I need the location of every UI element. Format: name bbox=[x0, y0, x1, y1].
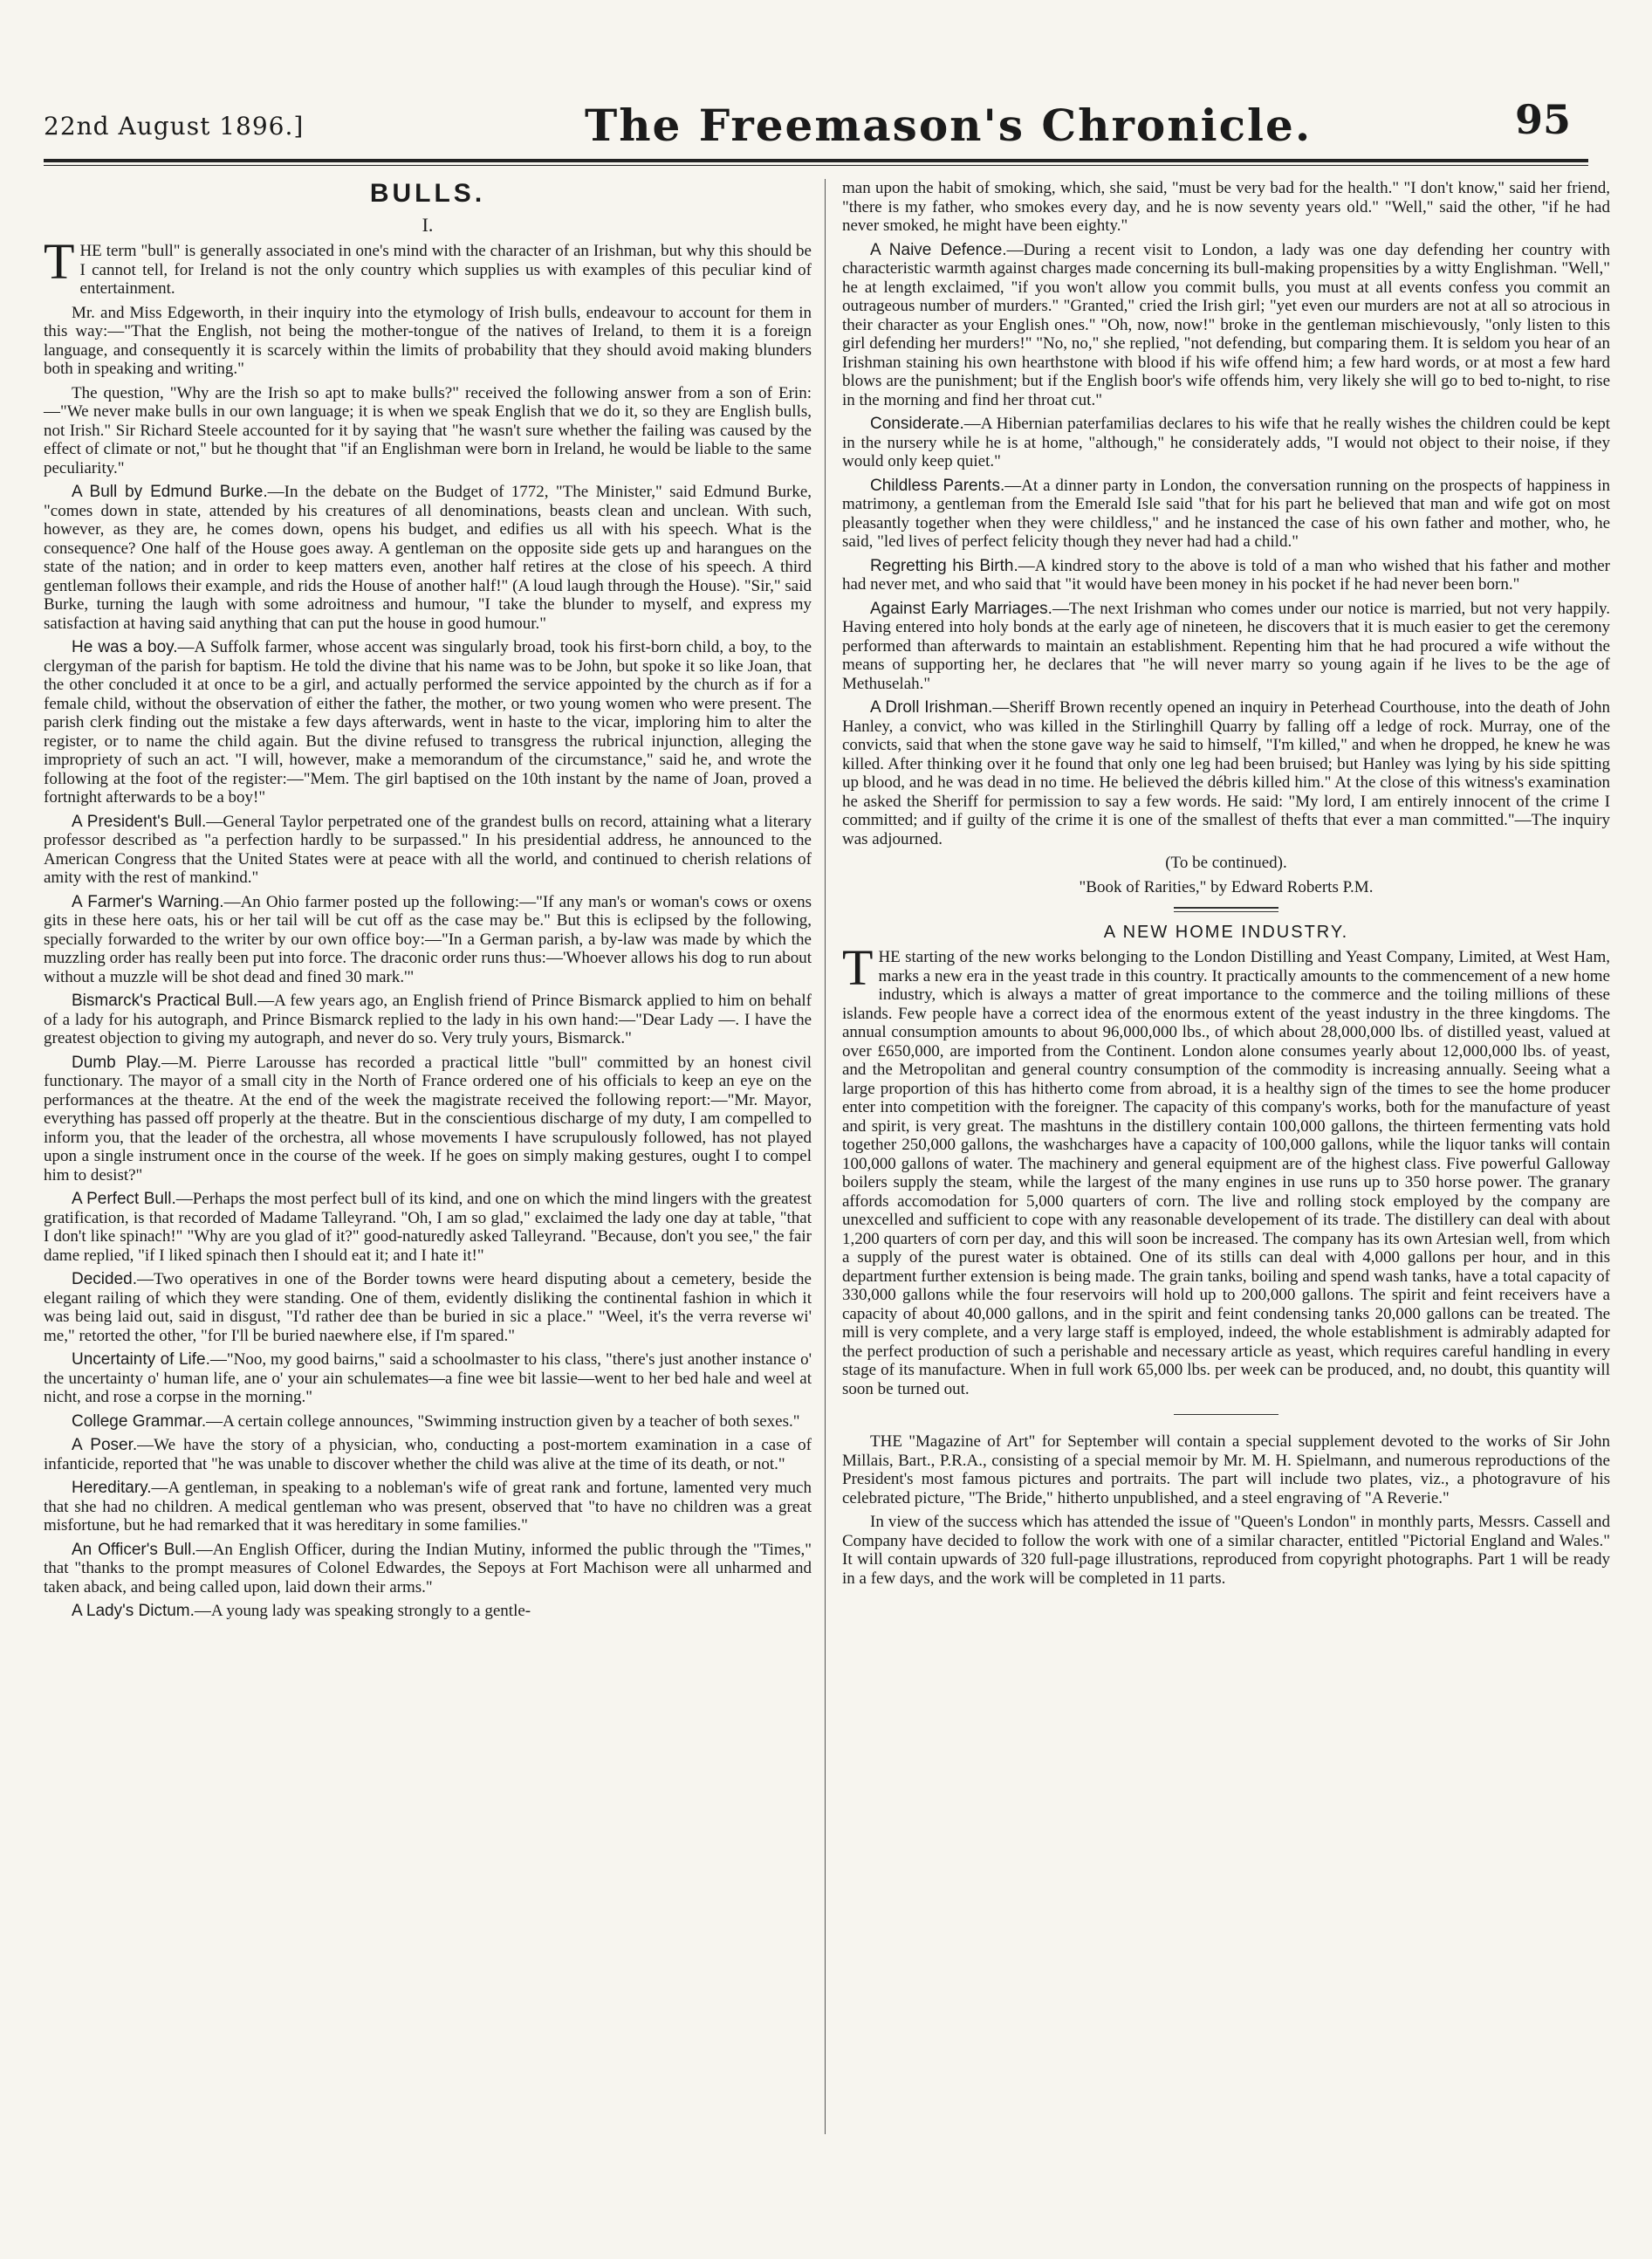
continued-paragraph: man upon the habit of smoking, which, she said, "must be very bad for the health." "I don't know," said her friend, "there is my father, who smokes every day, and he is now seventy years old." "Well," said the other, "if he had never smoked, he might have been eighty." bbox=[842, 179, 1610, 235]
anecdote: A Perfect Bull.—Perhaps the most perfect bull of its kind, and one on which the mind lingers with the greatest gratification, is that recorded of Madame Talleyrand. "Oh, I am so glad," exclaimed the lady one day at table, "that I don't like spinach!" "Why are you glad of it?" good-naturedly asked Talleyrand. "Because, don't you see," the fair dame replied, "if I liked spinach then I should eat it; and I hate it!" bbox=[44, 1190, 812, 1265]
header-rule bbox=[44, 159, 1588, 162]
drop-cap: T bbox=[44, 233, 75, 290]
anecdote: Bismarck's Practical Bull.—A few years ago, an English friend of Prince Bismarck applied to him on behalf of a lady for his autograph, and Prince Bismarck replied to the lady in his own hand:—"Dear Lady —. I have the greatest objection to giving my autograph, and never do so. Very truly yours, Bismarck." bbox=[44, 992, 812, 1047]
column-divider bbox=[825, 179, 826, 2134]
intro-paragraph: THE term "bull" is generally associated in one's mind with the character of an Irishman, but why this should be I cannot tell, for Ireland is not the only country which supplies us with examples of this peculiar kind of entertainment. bbox=[44, 233, 812, 298]
anecdote: Hereditary.—A gentleman, in speaking to a nobleman's wife of great rank and fortune, lamented very much that she had no children. A medical gentleman who was present, observed that "to have no children was a great misfortune, but he had remarked that it was hereditary in some families." bbox=[44, 1479, 812, 1535]
anecdote: Against Early Marriages.—The next Irishman who comes under our notice is married, but not very happily. Having entered into holy bonds at the early age of nineteen, he discovers that it is much easier to get the ceremony performed than afterwards to maintain an establishment. Repenting him that he had procured a wife without the means of supporting her, he declares that "he will never marry so young again if he lives to be the age of Methuselah." bbox=[842, 599, 1611, 693]
anecdote: He was a boy.—A Suffolk farmer, whose accent was singularly broad, took his first-born child, a boy, to the clergyman of the parish for baptism. He told the divine that his name was to be John, but spoke it so like Joan, that the other concluded it at once to be a girl, and actually performed the service appointed by the church as if for a female child, without the observation of either the father, the mother, or two young women who were present. The parish clerk finding out the mistake a few days afterwards, went in haste to the vicar, imploring him to alter the register, or to name the child again. But the divine refused to transgress the rubrical injunction, alleging the impropriety of such an act. "I will, however, make a memorandum of the circumstance," said he, and wrote the following at the foot of the register:—"Mem. The girl baptised on the 10th instant by the name of Joan, proved a fortnight afterwards to be a boy!" bbox=[44, 638, 812, 807]
anecdote: A Lady's Dictum.—A young lady was speaking strongly to a gentle- bbox=[72, 1602, 531, 1620]
masthead-title: The Freemason's Chronicle. bbox=[585, 100, 1313, 151]
anecdote: College Grammar.—A certain college announces, "Swimming instruction given by a teacher of both sexes." bbox=[72, 1411, 800, 1431]
anecdote: A Naive Defence.—During a recent visit to London, a lady was one day defending her country with characteristic warmth against charges made concerning its bull-making propensities by a witty Englishman. "Well," he at length exclaimed, "if you won't allow you commit bulls, you must at all events confess you commit an outrageous number of murders." "Granted," cried the Irish girl; "yet even our murders are not at all so atrocious in their character as your English ones." "Oh, now, now!" broke in the gentleman mischievously, "only listen to this girl defending her murders!" "No, no," she replied, "not defending, but comparing them. It is seldom you hear of an Irishman staining his own hearthstone with blood if his wife offend him; a few hard words, or at most a few hard blows are the punishment; but if the English boor's wife offends him, very likely she will go to bed to-night, to rise in the morning and find her throat cut." bbox=[842, 240, 1610, 409]
drop-cap: T bbox=[842, 939, 874, 996]
issue-date: 22nd August 1896.] bbox=[44, 112, 305, 141]
notice-paragraph: In view of the success which has attended the issue of "Queen's London" in monthly parts, Messrs. Cassell and Company have decided to follow the work with one of a similar character, entitled "Pictorial England and Wales." It will contain upwards of 320 full-page illustrations, reproduced from copyright photographs. Part 1 will be ready in a few days, and the work will be completed in 11 parts. bbox=[842, 1513, 1610, 1588]
source-credit: "Book of Rarities," by Edward Roberts P.M. bbox=[1079, 877, 1374, 896]
page-header bbox=[44, 96, 1588, 157]
header-rule-thin bbox=[44, 165, 1588, 166]
article-title-bulls: BULLS. bbox=[369, 179, 486, 208]
column-right bbox=[842, 179, 1610, 1593]
anecdote: Uncertainty of Life.—"Noo, my good bairns," said a schoolmaster to his class, "there's just another instance o' the uncertainty o' human life, ane o' your ain schulemates—a fine wee bit lassie—went to her bed hale and weel at nicht, and rose a corpse in the morning." bbox=[44, 1350, 812, 1406]
anecdote: A Farmer's Warning.—An Ohio farmer posted up the following:—"If any man's or woman's cows or oxens gits in these here oats, his or her tail will be cut off as the case may be." But this is eclipsed by the following, specially forwarded to the writer by our own office boy:—"In a German parish, a by-law was made by which the muzzling order has really been put into force. The draconic order runs thus:—'Whoever allows his dog to run about without a muzzle will be shot dead and fined 30 mark.'" bbox=[44, 892, 812, 986]
section-separator bbox=[1174, 907, 1278, 912]
anecdote: Regretting his Birth.—A kindred story to the above is told of a man who wished that his father and mother had never met, and who said that "it would have been money in his pocket if he had never been born." bbox=[842, 556, 1610, 594]
anecdote: A Poser.—We have the story of a physician, who, conducting a post-mortem examination in a case of infanticide, reported that "he was unable to discover whether the child was alive at the time of its death, or not." bbox=[44, 1436, 812, 1473]
industry-paragraph: THE starting of the new works belonging to the London Distilling and Yeast Company, Limited, at West Ham, marks a new era in the yeast trade in this country. It practically amounts to the commencement of a new home industry, which is always a matter of great importance to the commerce and the toiling millions of these islands. Few people have a correct idea of the enormous extent of the yeast industry in the three kingdoms. The annual consumption amounts to about 96,000,000 lbs., of which about 28,000,000 lbs. of distilled yeast, valued at over £650,000, are imported from the Continent. London alone consumes yearly about 12,000,000 lbs. of yeast, and the Metropolitan and general country consumption of the commodity is increasing annually. Seeing what a large proportion of this has hitherto come from abroad, it is a healthy sign of the times to see the home producer enter into competition with the foreigner. The capacity of this company's works, both for the manufacture of yeast and spirit, is very great. The mashtuns in the distillery contain 100,000 gallons, the thirteen fermenting vats hold together 250,000 gallons, the washcharges have a capacity of 100,000 gallons, while the liquor tanks will contain 100,000 gallons of water. The machinery and general equipment are of the highest class. Five powerful Galloway boilers supply the steam, while the largest of the many engines in use runs up to 350 horse power. The granary affords accomodation for 5,000 quarters of corn. The live and rolling stock employed by the company are unexcelled and sufficient to cope with any reasonable developement of its trade. The distillery can deal with about 1,200 quarters of corn per day, and this will soon be increased. The company has its own Artesian well, from which a supply of the purest water is obtained. One of its stills can deal with 4,000 gallons per hour, and in this department further extension is being made. The grain tanks, boiling and spend wash tanks, have a total capacity of 330,000 gallons while the four reservoirs will hold up to 200,000 gallons. The spirit and feint receivers have a capacity of about 40,000 gallons, and in the spirit and feint condensing tanks 20,000 gallons can be treated. The mill is very complete, and a very large staff is employed, indeed, the whole establishment is admirably adapted for the perfect production of such a perishable and necessary article as yeast, which requires careful handling in every stage of its manufacture. When in full work 65,000 lbs. per week can be produced, and, no doubt, this quantity will soon be turned out. bbox=[842, 939, 1610, 1398]
notice-paragraph: THE "Magazine of Art" for September will contain a special supplement devoted to the works of Sir John Millais, Bart., P.R.A., consisting of a special memoir by Mr. M. H. Spielmann, and numerous reproductions of the President's most famous pictures and portraits. The part will include two plates, viz., a photogravure of his celebrated picture, "The Bride," hitherto unpublished, and a steel engraving of "A Reverie." bbox=[842, 1432, 1610, 1507]
section-separator bbox=[1174, 1414, 1278, 1415]
anecdote: A Droll Irishman.—Sheriff Brown recently opened an inquiry in Peterhead Courthouse, into the death of John Hanley, a convict, who was killed in the Stirlinghill Quarry by falling off a ledge of rock. Murray, one of the convicts, said that when the stone gave way he said to himself, "I'm killed," and when he dropped, he knew he was killed. After thinking over it he found that only one leg had been bruised; but Hanley was lying by his side spitting up blood, and he was dead in no time. He believed the débris killed him." At the close of this witness's examination he asked the Sheriff for permission to say a few words. He said: "My lord, I am entirely innocent of the crime I committed; and if guilty of the crime it is one of the smallest of thefts that ever a man committed."—The inquiry was adjourned. bbox=[842, 698, 1611, 848]
anecdote: Decided.—Two operatives in one of the Border towns were heard disputing about a cemetery, beside the elegant railing of which they were standing. One of them, evidently disliking the continental fashion in which it was being laid out, said in disgust, "I'd rather dee than be buried in sic a place." "Weel, it's the verra reverse wi' me," retorted the other, "for I'll be buried naewhere else, if I'm spared." bbox=[44, 1270, 812, 1345]
anecdote: Dumb Play.—M. Pierre Larousse has recorded a practical little "bull" committed by an honest civil functionary. The mayor of a small city in the North of France ordered one of his officials to keep an eye on the performances at the theatre. At the end of the week the magistrate received the following report:—"Mr. Mayor, everything has passed off properly at the theatre. But in the conscientious discharge of my duty, I am compelled to inform you, that the leader of the orchestra, all whose movements I have scrupulously followed, has not played upon a single instrument once in the course of the week. If he goes on simply making gestures, ought I to compel him to desist?" bbox=[44, 1053, 812, 1184]
column-left bbox=[44, 179, 812, 1626]
intro-paragraph: The question, "Why are the Irish so apt to make bulls?" received the following answer from a son of Erin:—"We never make bulls in our own language; it is when we speak English that we do it, so they are English bulls, not Irish." Sir Richard Steele accounted for it by saying that "he wasn't sure whether the failing was caused by the effect of climate or not," but he thought that "if an Englishman were born in Ireland, he would be liable to the same peculiarity." bbox=[44, 383, 812, 477]
article-part-number: I. bbox=[422, 214, 434, 236]
anecdote: Considerate.—A Hibernian paterfamilias declares to his wife that he really wishes the children could be kept in the nursery while he is at home, "although," he considerately adds, "I would not object to their noise, if they would only keep quiet." bbox=[842, 415, 1610, 470]
anecdote: A Bull by Edmund Burke.—In the debate on the Budget of 1772, "The Minister," said Edmund Burke, "comes down in state, attended by his creatures of all denominations, beasts clean and unclean. With such, however, as they are, he comes down, opens his budget, and edifies us all with his speech. What is the consequence? One half of the House goes away. A gentleman on the opposite side gets up and harangues on the state of the nation; and in order to keep matters even, another half retires at the close of his speech. A third gentleman follows their example, and rids the House of another half!" (A loud laugh through the House). "Sir," said Burke, turning the laugh with some adroitness and humour, "I take the blunder to myself, and express my satisfaction at having said anything that can put the house in good humour." bbox=[44, 483, 812, 633]
anecdote: An Officer's Bull.—An English Officer, during the Indian Mutiny, informed the public through the "Times," that "thanks to the prompt measures of Colonel Edwardes, the Sepoys at Fort Machison were all unharmed and taken aback, and being called upon, laid down their arms." bbox=[44, 1540, 812, 1596]
anecdote: Childless Parents.—At a dinner party in London, the conversation running on the prospects of happiness in matrimony, a gentleman from the Emerald Isle said "that for his part he believed that man and wife got on most pleasantly together when they were childless," and he instanced the case of his own father and mother, who, he said, "led lives of perfect felicity though they never had had a child." bbox=[842, 476, 1610, 551]
intro-paragraph: Mr. and Miss Edgeworth, in their inquiry into the etymology of Irish bulls, endeavour to account for them in this way:—"That the English, not being the mother-tongue of the natives of Ireland, to them it is a foreign language, and consequently it is scarcely within the limits of probability that they should avoid making blunders both in speaking and writing." bbox=[44, 303, 812, 378]
page-number: 95 bbox=[1514, 96, 1571, 143]
article-title-industry: A NEW HOME INDUSTRY. bbox=[1103, 923, 1349, 942]
to-be-continued: (To be continued). bbox=[1165, 854, 1287, 872]
anecdote: A President's Bull.—General Taylor perpetrated one of the grandest bulls on record, attaining what a literary professor described as "a perfection hardly to be surpassed." In his presidential address, he announced to the American Congress that the United States were at peace with all the world, and continued to cherish relations of amity with the rest of mankind." bbox=[44, 812, 812, 887]
